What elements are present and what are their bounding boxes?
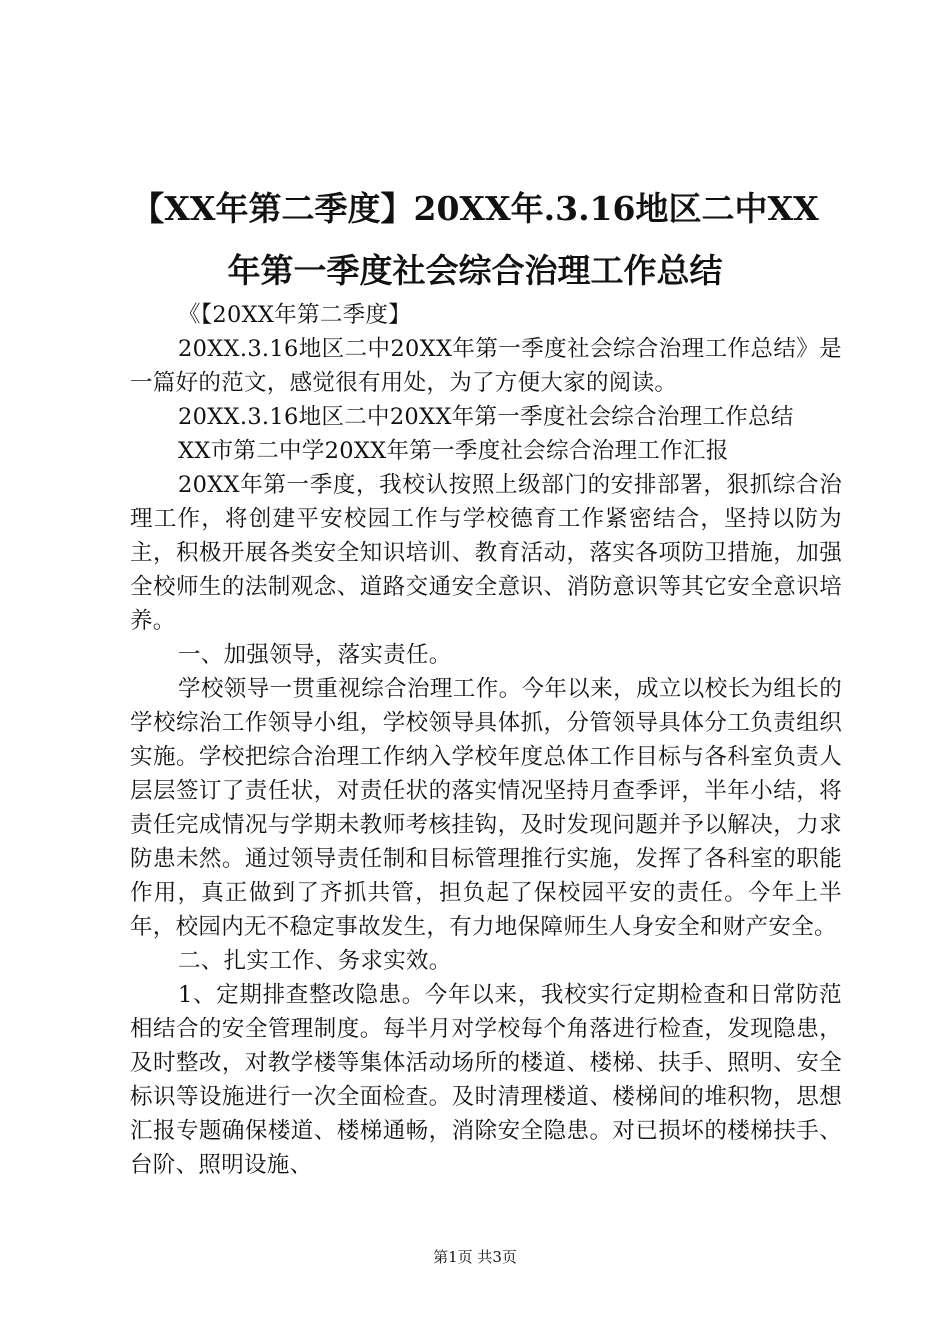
page-footer: 第1页 共3页 <box>433 1248 517 1266</box>
paragraph: 学校领导一贯重视综合治理工作。今年以来，成立以校长为组长的学校综治工作领导小组，学校领导具体抓，分管领导具体分工负责组织实施。学校把综合治理工作纳入学校年度总体工作目标与各科室负责人层层签订了责任状，对责任状的落实情况坚持月查季评，半年小结，将责任完成情况与学期未教师考核挂钩，及时发现问题并予以解决，力求防患未然。通过领导责任制和目标管理推行实施，发挥了各科室的职能作用，真正做到了齐抓共管，担负起了保校园平安的责任。今年上半年，校园内无不稳定事故发生，有力地保障师生人身安全和财产安全。 <box>130 676 842 940</box>
paragraph: 20XX年第一季度，我校认按照上级部门的安排部署，狠抓综合治理工作，将创建平安校园工作与学校德育工作紧密结合，坚持以防为主，积极开展各类安全知识培训、教育活动，落实各项防卫措施，加强全校师生的法制观念、道路交通安全意识、消防意识等其它安全意识培养。 <box>130 472 842 634</box>
paragraph: 《【20XX年第二季度】 <box>178 302 412 328</box>
paragraph: 20XX.3.16地区二中20XX年第一季度社会综合治理工作总结》是一篇好的范文，感觉很有用处，为了方便大家的阅读。 <box>130 336 842 396</box>
section-heading: 二、扎实工作、务求实效。 <box>178 948 452 974</box>
paragraph: 1、定期排查整改隐患。今年以来，我校实行定期检查和日常防范相结合的安全管理制度。每半月对学校每个角落进行检查，发现隐患，及时整改，对教学楼等集体活动场所的楼道、楼梯、扶手、照明、安全标识等设施进行一次全面检查。及时清理楼道、楼梯间的堆积物，思想汇报专题确保楼道、楼梯通畅，消除安全隐患。对已损坏的楼梯扶手、台阶、照明设施、 <box>130 982 842 1178</box>
document-body <box>130 298 842 1182</box>
paragraph: 20XX.3.16地区二中20XX年第一季度社会综合治理工作总结 <box>178 404 794 430</box>
section-heading: 一、加强领导，落实责任。 <box>178 642 452 668</box>
document-title <box>110 178 840 302</box>
title-line-1: 【XX年第二季度】20XX年.3.16地区二中XX <box>131 189 819 228</box>
title-line-2: 年第一季度社会综合治理工作总结 <box>227 251 723 290</box>
paragraph: XX市第二中学20XX年第一季度社会综合治理工作汇报 <box>178 438 729 464</box>
